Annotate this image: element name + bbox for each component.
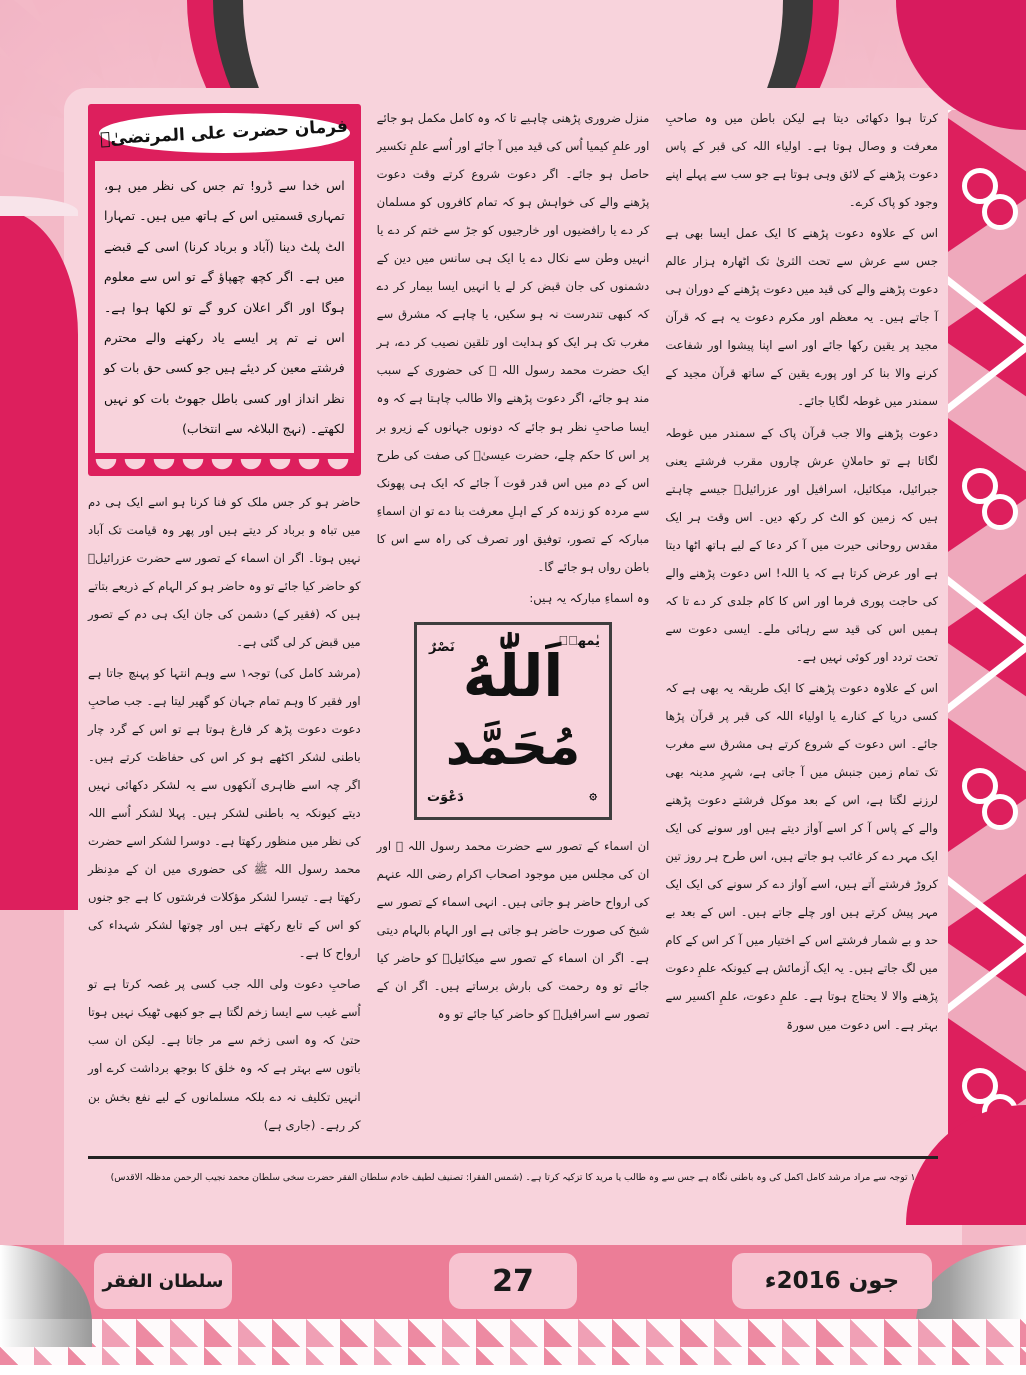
calligraphy-figure	[377, 622, 650, 820]
calligraphy-muhammad: مُحَمَّد	[445, 716, 581, 777]
issue-date-badge: جون 2016ء	[732, 1253, 932, 1309]
paragraph: دعوت پڑھنے والا جب قرآن پاک کے سمندر میں غوطہ لگاتا ہے تو حاملانِ عرش چاروں مقرب فرشتے یعنی جبرائیل، میکائیل، اسرافیل اور عزرائیلؑ جیسے چاہتے ہیں کہ زمین کو الٹ کر رکھ دیں۔ اس وقت ہر ایک مقدس روحانی حیرت میں آ کر دعا کے لیے ہاتھ اٹھا دیتا ہے اور عرض کرتا ہے کہ یا اللہ! اس دعوت پڑھنے والے کی حاجت پوری فرما اور اس کا کام جلدی کر دے تا کہ ہمیں اس کی قید سے رہائی ملے۔ ایسی دعوت سے تحت تردد اور کوئی نہیں ہے۔	[665, 425, 938, 664]
footer-diamond-gray-left	[0, 1319, 92, 1347]
column-left	[88, 104, 361, 1150]
page-number-badge: 27	[449, 1253, 577, 1309]
quote-box-scallop-edge	[95, 459, 354, 476]
quote-box	[88, 104, 361, 476]
decorative-ring	[982, 194, 1018, 230]
decorative-ring	[982, 794, 1018, 830]
article-columns	[88, 104, 938, 1150]
quote-box-title: فرمان حضرت علی المرتضیٰؓ	[99, 116, 349, 150]
page-footer-bar	[0, 1245, 1026, 1375]
magazine-logo-badge: سلطان الفقر	[94, 1253, 232, 1309]
paragraph: ان اسماء کے تصور سے حضرت محمد رسول اللہ ﷺ اور ان کی مجلس میں موجود اصحاب اکرام رضی اللہ عنہم کی ارواح حاضر ہو جاتی ہیں۔ انہی اسماء کے تصور سے شیخ کی صورت حاضر ہو جاتی ہے اور الہام بالہام دیتی ہے۔ اگر ان اسماء کے تصور سے میکائیلؑ کو حاضر کیا جائے تو وہ رحمت کی بارش برساتے ہیں۔ اگر ان کے تصور سے اسرافیلؑ کو حاضر کیا جائے تو وہ	[376, 838, 650, 1022]
paragraph-intro-names: وہ اسماءِ مبارکہ یہ ہیں:	[529, 590, 650, 605]
paragraph: صاحبِ دعوت ولی اللہ جب کسی پر غصہ کرتا ہے تو اُسے غیب سے ایسا زخم لگتا ہے جو کبھی ٹھیک نہیں ہوتا حتیٰ کہ وہ اسی زخم سے مر جاتا ہے۔ لیکن ان سب باتوں سے بہتر ہے کہ وہ خلق کا بوجھ برداشت کرے اور انہیں تکلیف نہ دے بلکہ مسلمانوں کے لیے نفع بخش بن کر رہے۔ (جاری ہے)	[87, 977, 361, 1132]
footer-white-base	[0, 1365, 1026, 1375]
quote-text: اس خدا سے ڈرو! تم جس کی نظر میں ہو، تمہاری قسمتیں اس کے ہاتھ میں ہیں۔ تمہارا الٹ پلٹ دینا (آباد و برباد کرنا) اسی کے قبضے میں ہے۔ اگر کچھ چھپاؤ گے تو اس سے معلوم ہوگا اور اگر اعلان کرو گے تو لکھا ہوا ہے۔ اس نے تم پر ایسے یاد رکھنے والے محترم فرشتے معین کر دیئے ہیں جو کسی حق بات کو نظر انداز اور کسی باطل جھوٹ بات کو نہیں لکھتے۔ (نہج البلاغہ سے انتخاب)	[103, 178, 345, 437]
quote-box-title-badge	[99, 113, 350, 153]
calligraphy-corner-bottom-left: دَعْوَت	[427, 788, 464, 804]
paragraph: اس کے علاوہ دعوت پڑھنے کا ایک عمل ایسا بھی ہے جس سے عرش سے تحت الثریٰ تک اٹھارہ ہزار عالم دعوت پڑھنے والے کی قید میں دعوت پڑھنے کے دوران ہی آ جاتے ہیں۔ یہ معظم اور مکرم دعوت یہ ہے کہ قرآن مجید پر یقین رکھا جائے اور اسے اپنا پیشوا اور شفاعت کرنے والا بنا کر اور پورے یقین کے ساتھ قرآن مجید کے سمندر میں غوطہ لگایا جائے۔	[665, 226, 938, 409]
calligraphy-corner-bottom-right: ۞	[589, 786, 597, 802]
quote-box-body	[95, 161, 354, 453]
calligraphy-frame	[414, 622, 612, 820]
calligraphy-allah: اَللّٰهُ	[462, 641, 564, 710]
paragraph: اس کے علاوہ دعوت پڑھنے کا ایک طریقہ یہ بھی ہے کہ کسی دریا کے کنارے یا اولیاء اللہ کی قبر پر قرآن پڑھا جائے۔ اس دعوت کے شروع کرتے ہی مشرق سے مغرب تک تمام زمین جنبش میں آ جاتی ہے، شہرِ مدینہ بھی لرزنے لگتا ہے، اس کے بعد موکل فرشتے دعوت پڑھنے والے کے پاس آ کر اسے آواز دیتے ہیں اور سونے کی ایک ایک مہر دے کر غائب ہو جاتے ہیں، اس طرح ہر روز تین کروڑ فرشتے آتے ہیں، اسے آواز دے کر سونے کی ایک ایک مہر پیش کرتے ہیں اور چلے جاتے ہیں۔ اس کے بعد بے حد و بے شمار فرشتے اس کے اختیار میں آ کر اس کے کام میں لگ جاتے ہیں۔ یہ ایک آزمائش ہے کیونکہ علمِ دعوت پڑھنے والا لا یحتاج ہوتا ہے۔ علمِ دعوت، علمِ اکسیر سے بہتر ہے۔ اس دعوت میں سورۃ	[665, 680, 938, 1032]
paragraph: حاضر ہو کر جس ملک کو فنا کرنا ہو اسے ایک ہی دم میں تباہ و برباد کر دیتے ہیں اور پھر وہ قیامت تک آباد نہیں ہوتا۔ اگر ان اسماء کے تصور سے حضرت عزرائیلؑ کو حاضر کیا جائے تو وہ حاضر ہو کر الہام کے ذریعے بتاتے ہیں کہ (فقیر کے) دشمن کی جان ایک ہی دم کے تصور میں قبض کر لی گئی ہے۔	[87, 494, 361, 649]
footnote: ١ توجہ سے مراد مرشد کامل اکمل کی وہ باطنی نگاہ ہے جس سے وہ طالب یا مرید کا تزکیہ کرتا ہے۔ (شمس الفقرا: تصنیف لطیف خادم سلطان الفقر حضرت سخی سلطان محمد نجیب الرحمن مدظلہ الاقدس)	[110, 1172, 916, 1183]
decorative-ring	[982, 494, 1018, 530]
paragraph: کرتا ہوا دکھائی دیتا ہے لیکن باطن میں وہ صاحبِ معرفت و وصال ہوتا ہے۔ اولیاء اللہ کی قبر کے پاس دعوت پڑھنے کے لائق وہی ہوتا ہے جو سب سے پہلے اپنے وجود کو پاک کرے۔	[665, 111, 938, 210]
paragraph: منزل ضروری پڑھنی چاہیے تا کہ وہ کامل مکمل ہو جائے اور علمِ کیمیا اُس کی قید میں آ جائے اور اُسے علمِ تکسیر حاصل ہو جائے۔ اگر دعوت شروع کرتے وقت دعوت پڑھنے والے کی خواہش ہو کہ تمام کافروں کو مسلمان کر دے یا رافضیوں اور خارجیوں کو جڑ سے ختم کر دے یا انہیں وطن سے نکال دے یا ایک ہی سانس میں دین کے دشمنوں کی جان قبض کر لے یا انہیں ایسا بیمار کر دے کہ کبھی تندرست نہ ہو سکیں، یا چاہے کہ مشرق سے مغرب تک ہر ایک کو ہدایت اور تلقین نصیب کر دے، ہر ایک حضرت محمد رسول اللہ ﷺ کی حضوری کے سبب مند ہو جائے، اگر دعوت پڑھنے والا طالب چاہتا ہے کہ وہ ایسا صاحبِ نظر ہو جائے کہ دونوں جہانوں کے زیرو بر پر اس کا حکم چلے، حضرت عیسیٰؑ کی صفت کی طرح اس کے دم میں اس قدر قوت آ جائے کہ ایک ہی پھونک سے مردہ کو زندہ کر کے اہلِ معرفت بنا دے تو ان اسماءِ مبارکہ کے تصور، توفیق اور تصرف کی راہ سے اس کا باطن رواں ہو جائے گا۔	[376, 111, 650, 574]
column-right	[665, 104, 938, 1150]
footnote-divider	[88, 1156, 938, 1159]
left-crimson-blade	[0, 210, 78, 910]
right-decorative-strip	[948, 110, 1026, 1225]
calligraphy-corner-top-right: یٰمھیٖ	[558, 632, 600, 648]
paragraph: (مرشد کامل کی) توجہ١ سے وہم انتہا کو پہنچ جاتا ہے اور فقیر کا وہم تمام جہان کو گھیر لیتا ہے۔ جب صاحبِ دعوت دعوت پڑھ کر فارغ ہوتا ہے تو اس کے گرد چار باطنی لشکر اکٹھے ہو کر اس کی حفاظت کرتے ہیں۔ اگر چہ اسے ظاہری آنکھوں سے یہ لشکر دکھائی نہیں دیتے کیونکہ یہ باطنی لشکر ہیں۔ پہلا لشکر اُسے اللہ کی نظر میں منظور رکھتا ہے۔ دوسرا لشکر اسے حضرت محمد رسول اللہ ﷺ کی حضوری میں ان کے مدِنظر رکھتا ہے۔ تیسرا لشکر مؤکلات فرشتوں کا ہے جو جنوں کو اس کے تابع رکھتے ہیں اور چوتھا لشکر شہداء کی ارواح کا ہے۔	[87, 665, 361, 961]
column-middle	[377, 104, 650, 1150]
calligraphy-corner-top-left: نَصْرٌ	[429, 638, 455, 654]
